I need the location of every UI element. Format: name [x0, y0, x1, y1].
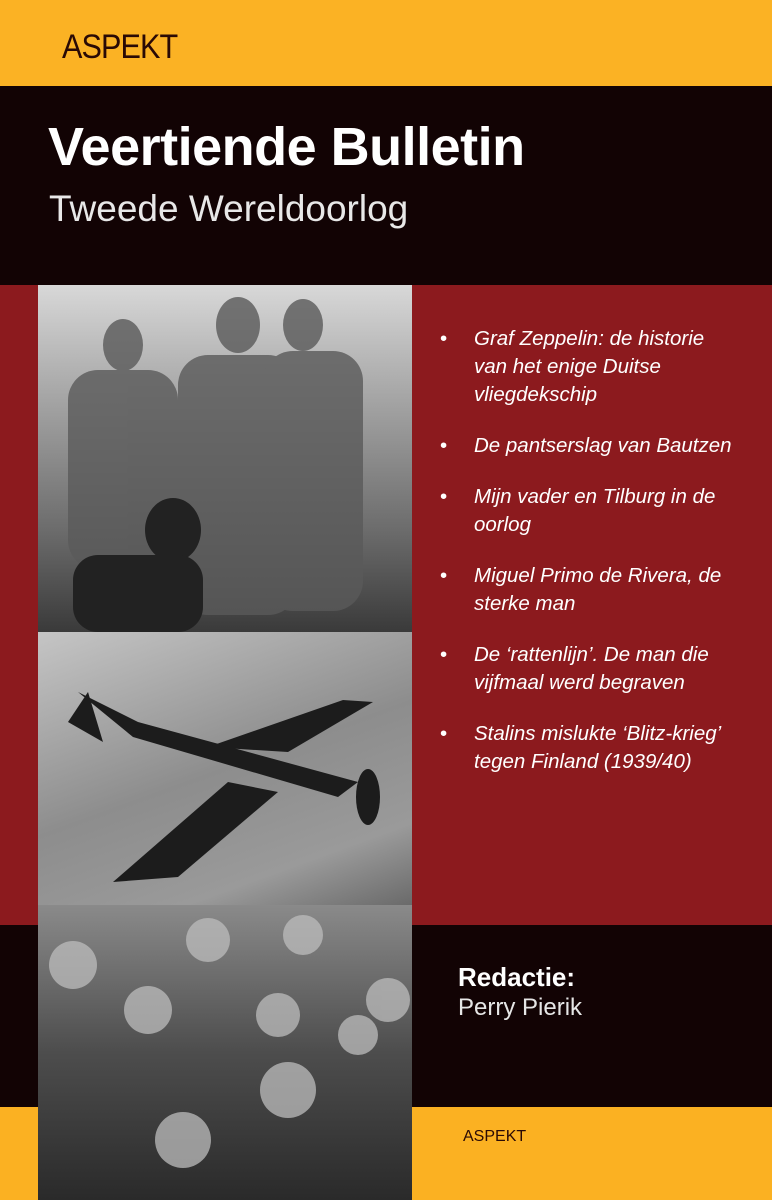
list-item [440, 483, 740, 539]
list-item [440, 641, 740, 697]
list-item [440, 720, 740, 776]
women-silhouettes-image [38, 285, 412, 632]
list-item [440, 325, 740, 409]
bullet-icon: • [440, 434, 448, 457]
photo-fighter-plane [38, 632, 412, 905]
list-item [440, 562, 740, 618]
bullet-icon: • [440, 485, 448, 508]
contents-list [440, 325, 740, 799]
book-title: Veertiende Bulletin [48, 117, 525, 177]
photo-women-prisoners [38, 285, 412, 632]
crew-image [38, 905, 412, 1200]
list-item-text: De ‘rattenlijn’. De man die vijfmaal werd begraven [474, 643, 709, 694]
bullet-icon: • [440, 643, 448, 666]
bullet-icon: • [440, 564, 448, 587]
list-item-text: Graf Zeppelin: de historie van het enige Duitse vliegdekschip [474, 327, 705, 406]
plane-image [38, 632, 412, 905]
publisher-logo-top: ASPEKT [62, 28, 178, 66]
list-item-text: Miguel Primo de Rivera, de sterke man [474, 564, 722, 615]
list-item-text: Mijn vader en Tilburg in de oorlog [474, 485, 716, 536]
bullet-icon: • [440, 327, 448, 350]
editor-label: Redactie: [458, 962, 576, 992]
list-item [440, 432, 740, 460]
list-item-text: Stalins mislukte ‘Blitz-krieg’ tegen Finland (1939/40) [474, 722, 721, 773]
book-subtitle: Tweede Wereldoorlog [49, 188, 409, 229]
publisher-logo-bottom: ASPEKT [463, 1128, 527, 1145]
editor-name: Perry Pierik [458, 994, 583, 1021]
photo-crew-group [38, 905, 412, 1200]
list-item-text: De pantserslag van Bautzen [474, 434, 732, 457]
bullet-icon: • [440, 722, 448, 745]
